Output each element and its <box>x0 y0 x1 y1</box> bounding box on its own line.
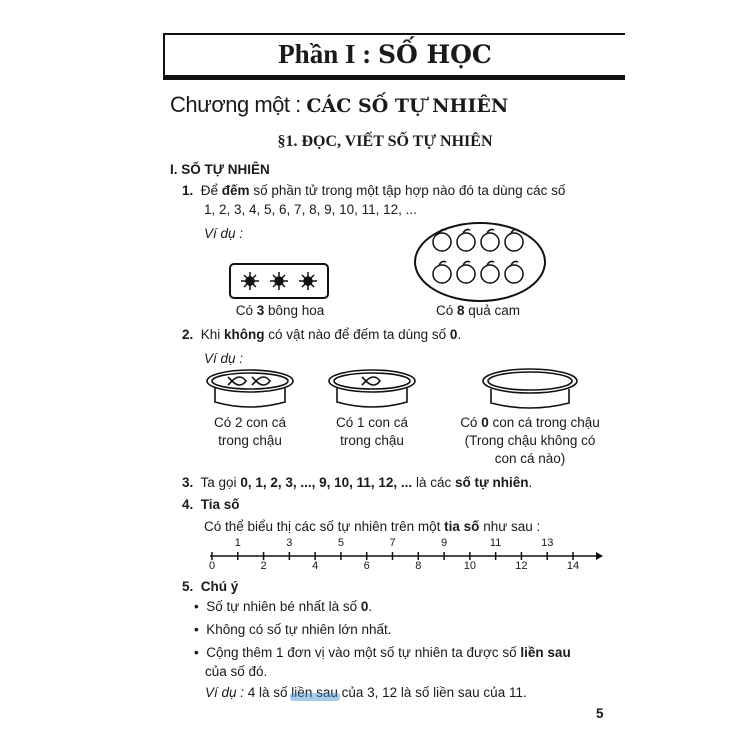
flowers-caption: Có 3 bông hoa <box>235 303 325 318</box>
tick-label: 5 <box>337 537 344 549</box>
item-3: 3. Ta gọi 0, 1, 2, 3, ..., 9, 10, 11, 12, ... là các số tự nhiên. <box>182 475 533 490</box>
tick-label: 6 <box>363 560 370 572</box>
bullet-example: Ví dụ : 4 là số liền sau của 3, 12 là số liền sau của 11. <box>205 685 527 700</box>
bullet-2: • Không có số tự nhiên lớn nhất. <box>194 622 392 637</box>
tick-label: 0 <box>208 560 216 572</box>
bullet-3: • Cộng thêm 1 đơn vị vào một số tự nhiên ta được số liền sau <box>194 645 571 660</box>
page-number: 5 <box>596 706 604 721</box>
item-4: 4. Tia số <box>182 497 240 512</box>
number-line-arrow <box>596 552 603 560</box>
tick-label: 1 <box>234 537 241 549</box>
tick-label: 7 <box>389 537 396 549</box>
example-label: Ví dụ : <box>204 226 244 241</box>
item-4-text: Có thể biểu thị các số tự nhiên trên một tia số như sau : <box>204 519 541 534</box>
tick-label: 10 <box>463 560 476 572</box>
item-2: 2. Khi không có vật nào để đếm ta dùng số 0. <box>182 327 462 342</box>
item-1: 1. Để đếm số phần tử trong một tập hợp nào đó ta dùng các số <box>182 183 566 198</box>
chapter-title: Chương một : CÁC SỐ TỰ NHIÊN <box>170 92 509 117</box>
bowl-caption-1: Có 1 con cá trong chậu <box>335 415 409 448</box>
tick-label: 12 <box>515 560 528 572</box>
tick-label: 2 <box>260 560 267 572</box>
item-1-line2: 1, 2, 3, 4, 5, 6, 7, 8, 9, 10, 11, 12, ... <box>204 202 417 217</box>
item-5: 5. Chú ý <box>182 579 239 594</box>
bowl-caption-0: Có 0 con cá trong chậu (Trong chậu không có con cá nào) <box>460 415 600 466</box>
subsection-title: I. SỐ TỰ NHIÊN <box>170 162 270 177</box>
watermark <box>290 693 340 701</box>
part-title: Phần I : SỐ HỌC <box>278 39 492 69</box>
tick-label: 13 <box>541 537 554 549</box>
bullet-3-line2: của số đó. <box>205 664 268 679</box>
tick-label: 9 <box>441 537 448 549</box>
tick-label: 3 <box>286 537 293 549</box>
tick-label: 4 <box>312 560 319 572</box>
tick-label: 14 <box>566 560 580 572</box>
oranges-caption: Có 8 quả cam <box>435 303 521 318</box>
bowl-caption-2: Có 2 con cá trong chậu <box>213 415 287 448</box>
bullet-1: • Số tự nhiên bé nhất là số 0. <box>194 599 373 614</box>
tick-label: 11 <box>489 537 502 549</box>
section-title: §1. ĐỌC, VIẾT SỐ TỰ NHIÊN <box>277 133 493 150</box>
tick-label: 8 <box>415 560 422 572</box>
example-label-2: Ví dụ : <box>204 351 244 366</box>
